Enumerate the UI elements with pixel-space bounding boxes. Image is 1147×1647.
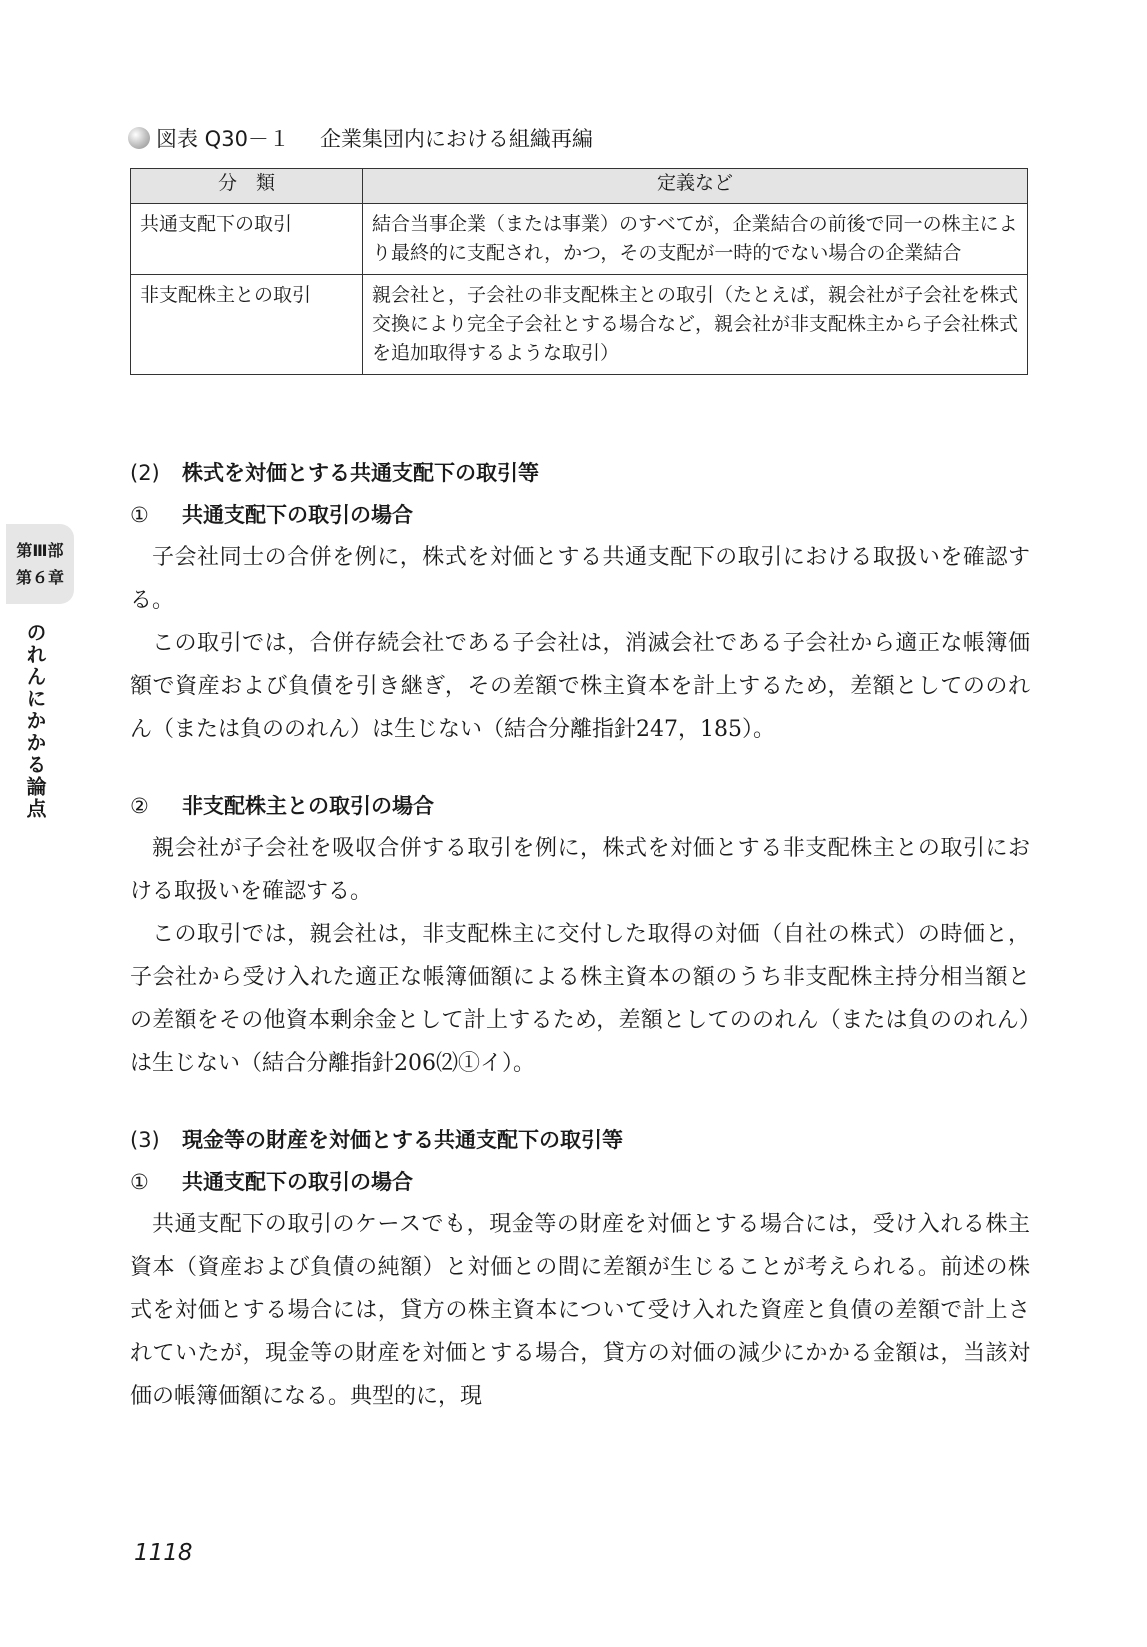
header-category: 分 類 (131, 169, 363, 204)
definition-table (130, 168, 1028, 375)
row-category: 非支配株主との取引 (131, 275, 363, 375)
subsection-number: ② (130, 794, 149, 818)
subsection-heading (130, 494, 1030, 536)
chapter-label: 第６章 (15, 568, 64, 587)
table-row (131, 275, 1028, 375)
table-row (131, 204, 1028, 275)
section-title: 株式を対価とする共通支配下の取引等 (182, 461, 539, 485)
figure-caption: 企業集団内における組織再編 (319, 127, 593, 151)
paragraph: 共通支配下の取引のケースでも，現金等の財産を対価とする場合には，受け入れる株主資本（資産および負債の純額）と対価との間に差額が生じることが考えられる。前述の株式を対価とする場合には，貸方の株主資本について受け入れた資産と負債の差額で計上されていたが，現金等の財産を対価とする場合，貸方の対価の減少にかかる金額は，当該対価の帳簿価額になる。典型的に，現 (130, 1212, 1030, 1409)
subsection-title: 共通支配下の取引の場合 (182, 503, 413, 527)
subsection-heading (130, 785, 1030, 827)
section-title: 現金等の財産を対価とする共通支配下の取引等 (182, 1128, 623, 1152)
section-number: (3) (130, 1128, 160, 1152)
subsection-title: 非支配株主との取引の場合 (182, 794, 434, 818)
chapter-topic: のれんにかかる論点 (23, 622, 47, 820)
part-label: 第Ⅲ部 (16, 541, 64, 560)
paragraph: 親会社が子会社を吸収合併する取引を例に，株式を対価とする非支配株主との取引における取扱いを確認する。 (130, 836, 1030, 904)
header-definition: 定義など (363, 169, 1028, 204)
subsection-number: ① (130, 1170, 149, 1194)
section-heading (130, 1119, 1030, 1161)
paragraph: この取引では，親会社は，非支配株主に交付した取得の対価（自社の株式）の時価と，子会社から受け入れた適正な帳簿価額による株主資本の額のうち非支配株主持分相当額との差額をその他資本剰余金として計上するため，差額としてののれん（または負ののれん）は生じない（結合分離指針206⑵①イ）。 (130, 922, 1030, 1076)
bullet-circle-icon (128, 127, 150, 149)
paragraph: 子会社同士の合併を例に，株式を対価とする共通支配下の取引における取扱いを確認する。 (130, 545, 1030, 613)
row-definition: 親会社と，子会社の非支配株主との取引（たとえば，親会社が子会社を株式交換により完全子会社とする場合など，親会社が非支配株主から子会社株式を追加取得するような取引） (363, 275, 1028, 375)
table-header-row (131, 169, 1028, 204)
figure-title (128, 123, 593, 153)
chapter-tab (6, 524, 74, 604)
row-definition: 結合当事企業（または事業）のすべてが，企業結合の前後で同一の株主により最終的に支配され，かつ，その支配が一時的でない場合の企業結合 (363, 204, 1028, 275)
paragraph: この取引では，合併存続会社である子会社は，消滅会社である子会社から適正な帳簿価額で資産および負債を引き継ぎ，その差額で株主資本を計上するため，差額としてののれん（または負ののれん）は生じない（結合分離指針247，185）。 (130, 631, 1030, 742)
subsection-number: ① (130, 503, 149, 527)
subsection-title: 共通支配下の取引の場合 (182, 1170, 413, 1194)
row-category: 共通支配下の取引 (131, 204, 363, 275)
main-text (130, 452, 1030, 1418)
figure-label: 図表 Q30－１ (156, 127, 290, 151)
subsection-heading (130, 1161, 1030, 1203)
page-number: 1118 (134, 1540, 193, 1566)
section-number: (2) (130, 461, 160, 485)
section-heading (130, 452, 1030, 494)
